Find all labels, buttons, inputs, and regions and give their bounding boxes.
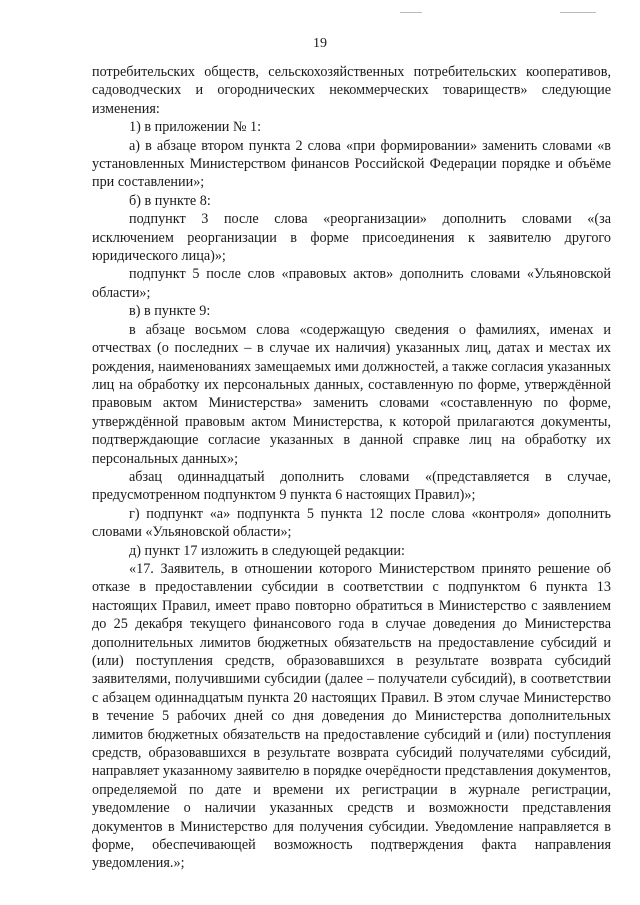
scan-artifact <box>400 12 422 13</box>
paragraph-item-v: в) в пункте 9: <box>129 303 211 320</box>
paragraph-subitem-3: подпункт 3 после слова «реорганизации» дополнить словами «(за исключением реорганизации в форме присоединения к заявителю другого юридического лица)»; <box>92 211 611 265</box>
document-body <box>92 63 611 873</box>
scan-artifact <box>560 12 596 13</box>
paragraph-abzac-11: абзац одиннадцатый дополнить словами «(представляется в случае, предусмотренном подпунктом 9 пункта 6 настоящих Правил)»; <box>92 468 611 504</box>
paragraph-intro: потребительских обществ, сельскохозяйственных потребительских кооперативов, садоводческих и огороднических некоммерческих товариществ» следующие изменения: <box>92 64 611 117</box>
paragraph-item-a: а) в абзаце втором пункта 2 слова «при формировании» заменить словами «в установленных Министерством финансов Российской Федерации порядке и объёме при составлении»; <box>92 137 611 191</box>
paragraph-point-17: «17. Заявитель, в отношении которого Министерством принято решение об отказе в предоставлении субсидии в соответствии с подпунктом 6 пункта 13 настоящих Правил, имеет право повторно обратиться в Министерство с заявлением до 25 декабря текущего финансового года в случае доведения до Министерства дополнительных лимитов бюджетных обязательств на предоставление субсидий и (или) поступления средств, образовавшихся в результате возврата субсидий заявителями, получившими субсидии (далее – получатели субсидий), в соответствии с абзацем одиннадцатым пункта 20 настоящих Правил. В этом случае Министерство в течение 5 рабочих дней со дня доведения до Министерства дополнительных лимитов бюджетных обязательств на предоставление субсидий и (или) поступления средств, образовавшихся в результате возврата субсидий получателями субсидий, направляет указанному заявителю в порядке очерёдности представления документов, определяемой по дате и времени их регистрации в журнале регистрации, уведомление о наличии указанных средств и возможности представления документов в Министерство для получения субсидии. Уведомление направляется в форме, обеспечивающей возможность подтверждения факта направления уведомления.»; <box>92 560 611 872</box>
paragraph-item-1: 1) в приложении № 1: <box>129 119 262 136</box>
paragraph-item-d: д) пункт 17 изложить в следующей редакции: <box>129 542 405 559</box>
page-number: 19 <box>313 36 327 51</box>
paragraph-item-b: б) в пункте 8: <box>129 192 211 209</box>
paragraph-item-g: г) подпункт «а» подпункта 5 пункта 12 после слова «контроля» дополнить словами «Ульяновской области»; <box>92 505 611 541</box>
paragraph-abzac-8: в абзаце восьмом слова «содержащую сведения о фамилиях, именах и отчествах (о последних – в случае их наличия) указанных лиц, датах и местах их рождения, наименованиях замещаемых ими должностей, а также согласия указанных лиц на обработку их персональных данных, составленную по форме, утверждённой правовым актом Министерства» заменить словами «составленную по форме, утверждённой правовым актом Министерства, к которой прилагаются документы, подтверждающие согласие указанных в данной справке лиц на обработку их персональных данных»; <box>92 321 611 467</box>
paragraph-subitem-5: подпункт 5 после слов «правовых актов» дополнить словами «Ульяновской области»; <box>92 266 611 301</box>
